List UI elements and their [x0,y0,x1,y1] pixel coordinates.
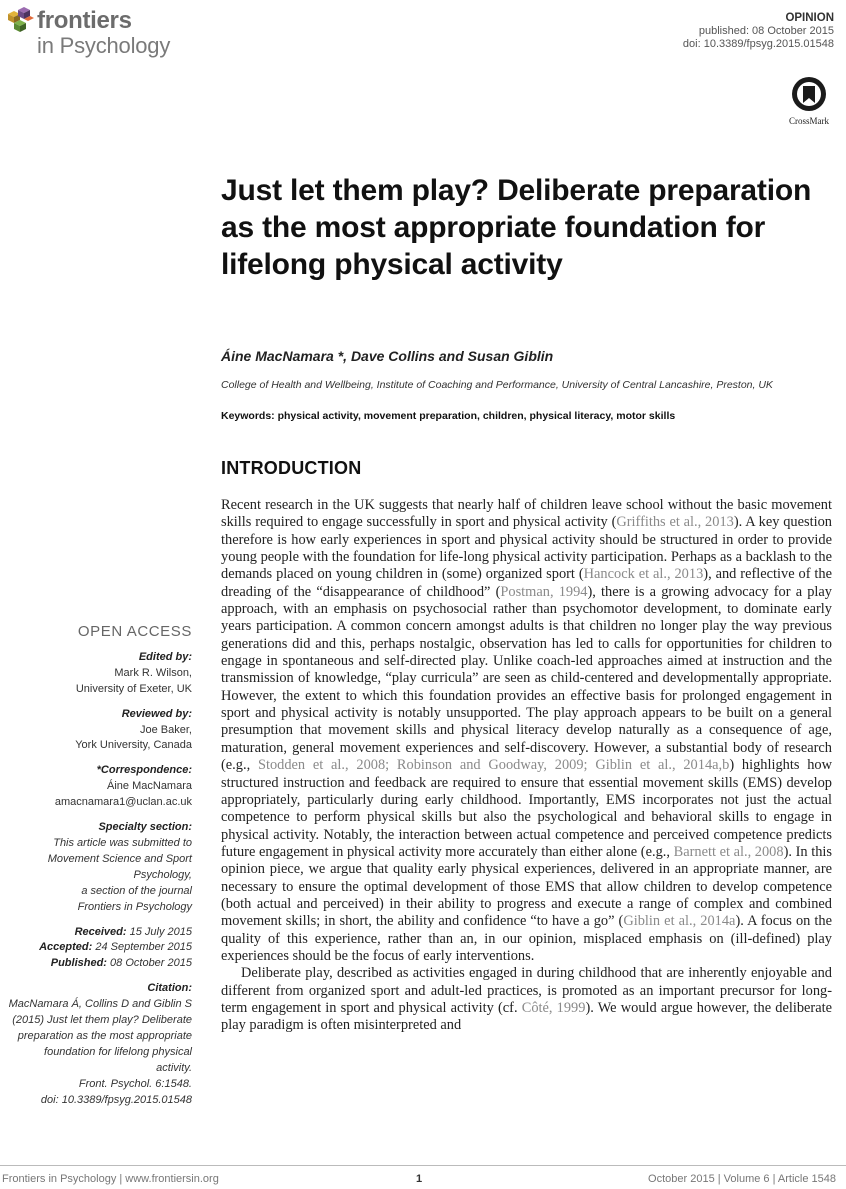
reviewer-affiliation: York University, Canada [75,739,192,752]
citation-line: doi: 10.3389/fpsyg.2015.01548 [40,1093,192,1106]
keywords-list: physical activity, movement preparation, children, physical literacy, motor skills [277,410,676,422]
citation-link[interactable]: Postman, 1994 [500,583,588,600]
citation-line: foundation for lifelong physical activity. [44,1045,192,1074]
dates-block [6,925,192,973]
citation-link[interactable]: Stodden et al., 2008; Robinson and Goodway, 2009; Giblin et al., 2014a,b [257,757,730,774]
article-title: Just let them play? Deliberate preparation as the most appropriate foundation for lifelong physical activity [221,174,812,281]
published-date: published: 08 October 2015 [698,25,834,37]
received-value: 15 July 2015 [129,925,192,938]
specialty-block [6,820,192,915]
footer-divider [0,1165,846,1166]
article-sidebar [6,624,192,1117]
article-type: OPINION [785,12,834,24]
article-authors: Áine MacNamara *, Dave Collins and Susan Giblin [221,348,554,364]
accepted-value: 24 September 2015 [95,941,192,954]
article-affiliation: College of Health and Wellbeing, Institute of Coaching and Performance, University of Central Lancashire, Preston, UK [221,379,773,391]
body-text-run: ), there is a growing advocacy for a play approach, with an emphasis on psychosocial rather than psychomotor development, to dominate early years participation. A common concern amongst adults is that children no longer play the way previous generations did and this, perhaps nostalgic, observation has led to calls for opportunities for children to engage in spontaneous and self-directed play. Unlike coach-led approaches aimed at instruction and the transmission of knowledge, “play curricula” are seen as child-centered and developmentally appropriate. However, the extent to which this foundation provides an effective basis for prolonged engagement in sport and physical activity is notably unsupported. The play approach appears to be built on a general presumption that movement skills and physical literacy develop naturally as a consequence of age, maturation, general movement experiences and self-discovery. However, a substantial body of research (e.g., [221,583,832,774]
specialty-line: Psychology, [133,868,192,881]
journal-name-line2: in Psychology [37,33,171,58]
citation-line: preparation as the most appropriate [17,1029,192,1042]
crossmark-icon [791,76,827,112]
crossmark-badge[interactable] [784,76,834,128]
crossmark-label: CrossMark [789,116,829,126]
accepted-label: Accepted: [39,941,93,954]
citation-line: Front. Psychol. 6:1548. [78,1077,192,1090]
editor-affiliation: University of Exeter, UK [75,682,192,695]
citation-link[interactable]: Barnett et al., 2008 [673,843,784,860]
citation-line: (2015) Just let them play? Deliberate [12,1014,192,1027]
citation-link[interactable]: Côté, 1999 [521,999,586,1016]
keywords-label: Keywords: [221,410,275,422]
body-text-run: ). A focus on the quality of this experience, rather than an, in our opinion, misplaced emphasis on (ill-defined) play experiences should be the focus of early interventions. [221,913,832,964]
citation-link[interactable]: Hancock et al., 2013 [583,566,704,583]
citation-link[interactable]: Giblin et al., 2014a [623,913,736,930]
received-date [6,925,192,941]
edited-by-label: Edited by: [138,650,192,663]
specialty-line: a section of the journal [81,884,192,897]
specialty-line: This article was submitted to [53,836,192,849]
body-text-run: ). A key question therefore is how early experiences in sport and physical activity should be structured in order to provide young people with the foundation for life-long physical activity participation. Perhaps as a backlash to the demands placed on young children in (some) organized sport ( [221,514,833,583]
body-text-run: ). In this opinion piece, we argue that quality early physical experiences, delivered in an appropriate manner, are necessary to ensure the optimal development of those EMS that allow children to develop competence (both actual and perceived) in their ability to progress and execute a range of complex and combined movement skills; in short, the ability and confidence “to have a go” ( [221,843,832,930]
body-paragraph-1 [221,497,832,965]
correspondence-name: Áine MacNamara [107,780,192,793]
correspondence-email[interactable]: amacnamara1@uclan.ac.uk [54,796,192,809]
reviewer-name: Joe Baker, [140,723,192,736]
received-label: Received: [74,925,127,938]
editor-block [6,650,192,698]
journal-name-line1: frontiers [37,7,132,34]
article-header-meta [454,12,834,51]
body-text-run: Recent research in the UK suggests that nearly half of children leave school without the basic movement skills required to engage successfully in sport and physical activity ( [221,497,832,531]
footer-journal[interactable]: Frontiers in Psychology | www.frontiersin.org [2,1173,219,1185]
editor-name: Mark R. Wilson, [114,666,192,679]
specialty-label: Specialty section: [98,821,192,834]
body-text-run: Deliberate play, described as activities engaged in during childhood that are inherently enjoyable and different from organized sport and adult-led practices, is promoted as an important precursor for long-term engagement in sport and physical activity (cf. [221,965,832,1016]
citation-block [6,981,192,1108]
article-keywords [221,410,831,422]
journal-logo[interactable] [4,6,194,58]
published-value: 08 October 2015 [110,957,192,970]
published-label: Published: [50,957,107,970]
published-date-sidebar [6,956,192,972]
citation-link[interactable]: Griffiths et al., 2013 [616,514,734,531]
body-text-run: ), and reflective of the dreading of the “disappearance of childhood” ( [221,566,832,600]
open-access-label: OPEN ACCESS [77,623,192,640]
body-text-run: ) highlights how structured instruction and feedback are required to ensure that essential movement skills (EMS) develop appropriately, particularly during early childhood. Importantly, EMS incorporates not just the actual competence to perform physical skills but also the psychological and behavioral skills to engage in physical activity. Notably, the interaction between actual competence and perceived competence predicts future engagement in physical activity more accurately than either alone (e.g., [221,757,833,860]
article-body [221,497,832,1035]
reviewed-by-label: Reviewed by: [121,707,192,720]
body-text-run: ). We would argue however, the deliberate play paradigm is often misinterpreted and [221,999,832,1034]
reviewer-block [6,707,192,755]
section-heading: INTRODUCTION [221,458,362,478]
article-doi[interactable]: doi: 10.3389/fpsyg.2015.01548 [682,38,834,50]
body-paragraph-2 [221,965,832,1034]
correspondence-block [6,763,192,811]
frontiers-logo-icon [4,6,36,36]
page-number: 1 [416,1173,423,1185]
footer-issue: October 2015 | Volume 6 | Article 1548 [648,1173,836,1185]
specialty-line: Movement Science and Sport [47,852,192,865]
citation-line: MacNamara Á, Collins D and Giblin S [8,998,192,1011]
accepted-date [6,940,192,956]
specialty-line: Frontiers in Psychology [77,900,192,913]
correspondence-label: *Correspondence: [96,764,192,777]
citation-label: Citation: [147,982,192,995]
